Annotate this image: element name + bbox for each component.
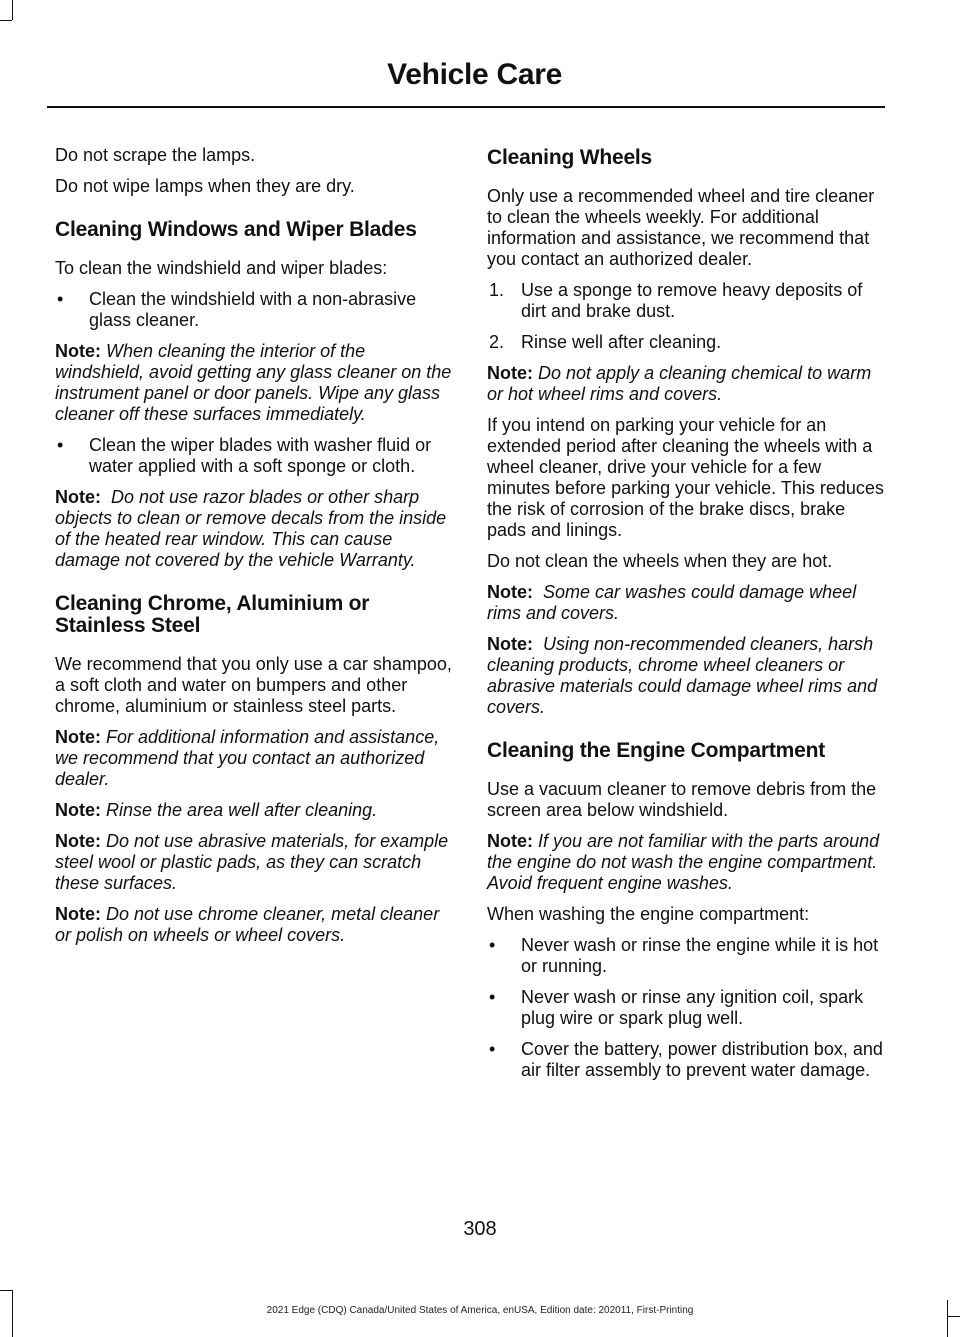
- page-number: 308: [463, 1218, 497, 1240]
- header-rule: [47, 106, 885, 108]
- note-label: Note:: [55, 831, 101, 851]
- list-item-text: Clean the windshield with a non-abrasive glass cleaner.: [89, 289, 417, 330]
- paragraph: Use a vacuum cleaner to remove debris from the screen area below windshield.: [487, 779, 877, 820]
- bullet-mark: •: [57, 435, 64, 455]
- bullet-list: [55, 435, 455, 477]
- note-text: Do not use abrasive materials, for example steel wool or plastic pads, as they can scratch these surfaces.: [55, 831, 449, 893]
- note-label: Note:: [487, 634, 533, 654]
- note: [487, 831, 887, 894]
- crop-mark: [12, 0, 13, 20]
- bullet-list: [55, 289, 455, 331]
- paragraph: Do not clean the wheels when they are hot.: [487, 551, 833, 571]
- list-item: [487, 332, 887, 353]
- note: [487, 582, 887, 624]
- note-text: When cleaning the interior of the windshield, avoid getting any glass cleaner on the instrument panel or door panels. Wipe any glass cleaner off these surfaces immediately.: [55, 341, 452, 424]
- bullet-mark: •: [489, 1039, 496, 1059]
- note-label: Note:: [55, 341, 101, 361]
- heading-cleaning-wheels: Cleaning Wheels: [487, 146, 653, 169]
- bullet-list: [487, 935, 887, 1081]
- footer-edition-info: 2021 Edge (CDQ) Canada/United States of America, enUSA, Edition date: 202011, First-Printing: [266, 1305, 694, 1316]
- note-label: Note:: [487, 831, 533, 851]
- note: [55, 341, 455, 425]
- heading-cleaning-engine: Cleaning the Engine Compartment: [487, 739, 825, 762]
- heading-cleaning-windows: Cleaning Windows and Wiper Blades: [55, 218, 417, 241]
- list-item: [487, 280, 887, 322]
- list-item: [487, 987, 887, 1029]
- note: [55, 904, 455, 946]
- paragraph: If you intend on parking your vehicle for an extended period after cleaning the wheels with a wheel cleaner, drive your vehicle for a few minutes before parking your vehicle. This reduces the risk of corrosion of the brake discs, brake pads and linings.: [487, 415, 884, 540]
- list-item-text: Rinse well after cleaning.: [521, 332, 722, 352]
- numbered-list: [487, 280, 887, 353]
- note: [55, 487, 455, 571]
- note-label: Note:: [55, 904, 101, 924]
- note: [55, 800, 455, 821]
- paragraph: We recommend that you only use a car shampoo, a soft cloth and water on bumpers and other chrome, aluminium or stainless steel parts.: [55, 654, 452, 716]
- note-text: Do not use razor blades or other sharp objects to clean or remove decals from the inside of the heated rear window. This can cause damage not covered by the vehicle Warranty.: [55, 487, 447, 570]
- note-text: Do not apply a cleaning chemical to warm or hot wheel rims and covers.: [487, 363, 872, 404]
- paragraph: Do not scrape the lamps.: [55, 145, 256, 165]
- crop-mark: [0, 1290, 12, 1291]
- note-text: Using non-recommended cleaners, harsh cleaning products, chrome wheel cleaners or abrasive materials could damage wheel rims and covers.: [487, 634, 878, 717]
- step-number: 2.: [489, 332, 505, 352]
- section-title: Vehicle Care: [387, 58, 562, 91]
- list-item-text: Clean the wiper blades with washer fluid or water applied with a soft sponge or cloth.: [89, 435, 432, 476]
- crop-mark: [0, 20, 12, 21]
- heading-cleaning-chrome: Cleaning Chrome, Aluminium or Stainless Steel: [55, 592, 370, 637]
- paragraph: When washing the engine compartment:: [487, 904, 810, 924]
- left-column: [55, 145, 455, 956]
- note-label: Note:: [487, 582, 533, 602]
- list-item-text: Never wash or rinse the engine while it is hot or running.: [521, 935, 879, 976]
- note: [487, 363, 887, 405]
- note-text: If you are not familiar with the parts around the engine do not wash the engine compartment. Avoid frequent engine washes.: [487, 831, 880, 893]
- list-item: [55, 435, 455, 477]
- note: [55, 727, 455, 790]
- bullet-mark: •: [489, 987, 496, 1007]
- list-item: [487, 1039, 887, 1081]
- right-column: [487, 145, 887, 1091]
- list-item: [487, 935, 887, 977]
- paragraph: Only use a recommended wheel and tire cleaner to clean the wheels weekly. For additional information and assistance, we recommend that you contact an authorized dealer.: [487, 186, 875, 269]
- note-label: Note:: [487, 363, 533, 383]
- paragraph: Do not wipe lamps when they are dry.: [55, 176, 355, 196]
- bullet-mark: •: [489, 935, 496, 955]
- note: [487, 634, 887, 718]
- list-item: [55, 289, 455, 331]
- note-label: Note:: [55, 487, 101, 507]
- note-label: Note:: [55, 800, 101, 820]
- step-number: 1.: [489, 280, 505, 300]
- note-text: For additional information and assistance, we recommend that you contact an authorized dealer.: [55, 727, 440, 789]
- note: [55, 831, 455, 894]
- list-item-text: Never wash or rinse any ignition coil, spark plug wire or spark plug well.: [521, 987, 864, 1028]
- note-label: Note:: [55, 727, 101, 747]
- paragraph: To clean the windshield and wiper blades:: [55, 258, 388, 278]
- note-text: Some car washes could damage wheel rims and covers.: [487, 582, 857, 623]
- list-item-text: Cover the battery, power distribution box, and air filter assembly to prevent water damage.: [521, 1039, 883, 1080]
- list-item-text: Use a sponge to remove heavy deposits of dirt and brake dust.: [521, 280, 863, 321]
- note-text: Rinse the area well after cleaning.: [106, 800, 378, 820]
- crop-mark: [948, 1316, 960, 1317]
- note-text: Do not use chrome cleaner, metal cleaner or polish on wheels or wheel covers.: [55, 904, 440, 945]
- bullet-mark: •: [57, 289, 64, 309]
